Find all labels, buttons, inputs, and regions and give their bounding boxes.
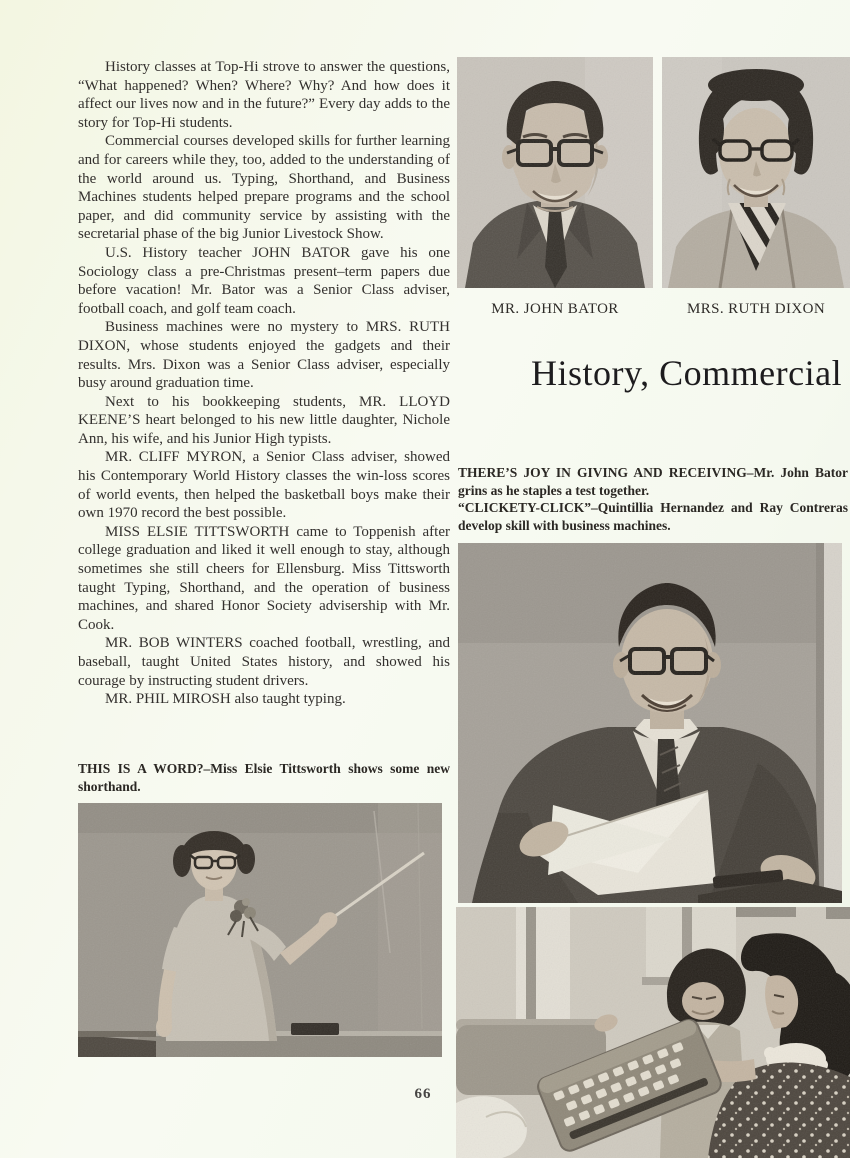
right-photo-captions — [458, 464, 848, 534]
tittsworth-chalkboard-photo — [78, 803, 442, 1057]
caption-text: “CLICKETY-CLICK”–Quintillia Hernandez and Ray Contreras develop skill with business machines. — [458, 500, 848, 533]
dixon-portrait-label: MRS. RUTH DIXON — [686, 301, 826, 317]
bator-portrait-label: MR. JOHN BATOR — [491, 301, 619, 317]
article-paragraph: Commercial courses developed skills for further learning and for careers while they, too, added to the understanding of the world around us. Typing, Shorthand, and Business Machines students helped prepare programs and the school paper, and did community service by assisting with the secretarial phase of the big Junior Livestock Show. — [78, 133, 450, 243]
article-paragraph: MISS ELSIE TITTSWORTH came to Toppenish after college graduation and liked it well enough to stay, although sometimes she still cheers for Ellensburg. Miss Tittsworth taught Typing, Shorthand, and the operation of business machines, and shared Honor Society advisership with Mr. Cook. — [78, 523, 450, 633]
article-paragraph: MR. BOB WINTERS coached football, wrestling, and baseball, taught United States history, and showed his courage by instructing student drivers. — [78, 635, 450, 689]
section-heading: History, Commercial — [531, 353, 843, 393]
students-business-machines-photo — [456, 907, 850, 1158]
article-paragraph: Next to his bookkeeping students, MR. LLOYD KEENE’S heart belonged to his new little daughter, Nichole Ann, his wife, and his Junior High typists. — [78, 393, 450, 447]
article-paragraph: Business machines were no mystery to MRS. RUTH DIXON, whose students enjoyed the gadgets and their results. Mrs. Dixon was a Senior Class adviser, especially busy around graduation time. — [78, 319, 450, 392]
dixon-portrait-photo — [662, 57, 850, 288]
article-text — [78, 58, 450, 709]
caption-text: THIS IS A WORD?–Miss Elsie Tittsworth shows some new shorthand. — [78, 761, 450, 794]
page-number: 66 — [414, 1086, 432, 1102]
bator-portrait-photo — [457, 57, 653, 288]
article-paragraph: MR. PHIL MIROSH also taught typing. — [105, 691, 346, 708]
caption-text: THERE’S JOY IN GIVING AND RECEIVING–Mr. John Bator grins as he staples a test together. — [458, 465, 848, 498]
bator-stapling-photo — [458, 543, 842, 903]
article-paragraph: U.S. History teacher JOHN BATOR gave his one Sociology class a pre-Christmas present–term papers due before vacation! Mr. Bator was a Senior Class adviser, football coach, and golf team coach. — [78, 244, 450, 317]
article-paragraph: MR. CLIFF MYRON, a Senior Class adviser, showed his Contemporary World History classes the win-loss scores of world events, then helped the basketball boys make their own 1970 record the best possible. — [78, 449, 450, 522]
tittsworth-photo-caption — [78, 760, 450, 795]
article-paragraph: History classes at Top-Hi strove to answer the questions, “What happened? When? Where? Why? And how does it affect our lives now and in the future?” Every day adds to the story for Top-Hi students. — [78, 59, 450, 131]
